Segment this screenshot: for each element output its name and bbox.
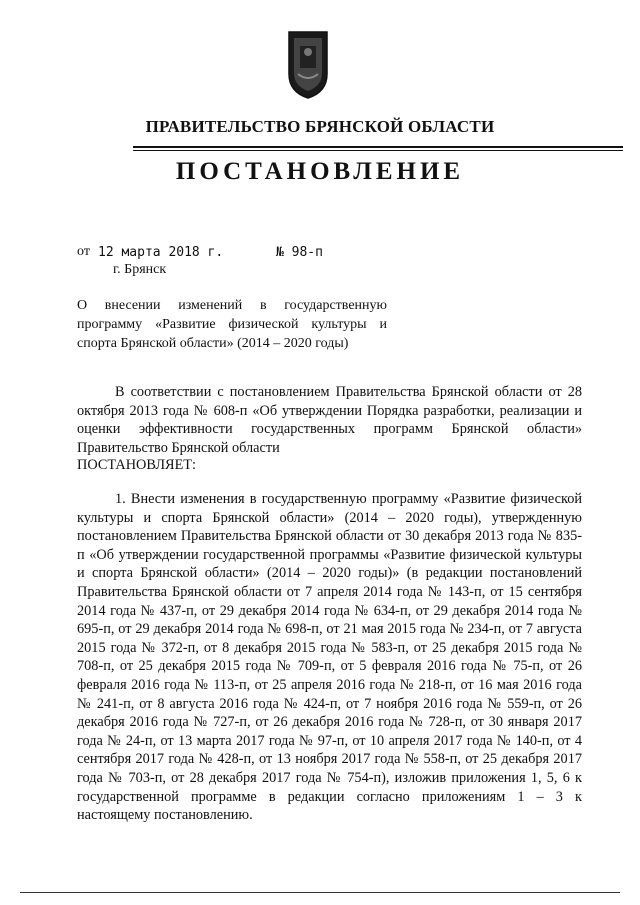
document-date: 12 марта 2018 г. — [98, 245, 224, 260]
preamble-paragraph: В соответствии с постановлением Правительства Брянской области от 28 октября 2013 года № 608-п «Об утверждении Порядка разработки, реализации и оценки эффективности государственных программ Брянской области» Правительство Брянской области — [77, 384, 582, 456]
document-city: г. Брянск — [113, 262, 167, 277]
coat-of-arms-emblem — [286, 30, 330, 100]
header-rule-thick — [133, 146, 623, 148]
document-number: № 98-п — [276, 245, 323, 260]
date-prefix: от — [77, 244, 90, 259]
document-subject: О внесении изменений в государственную программу «Развитие физической культуры и спорта Брянской области» (2014 – 2020 годы) — [77, 298, 387, 351]
document-type-title: ПОСТАНОВЛЕНИЕ — [175, 158, 465, 185]
item-1-paragraph: 1. Внести изменения в государственную программу «Развитие физической культуры и спорта Брянской области» (2014 – 2020 годы), утвержденную постановлением Правительства Брянской области от 30 декабря 2013 года № 835-п «Об утверждении государственной программы «Развитие физической культуры и спорта Брянской области» (2014 – 2020 годы)» (в редакции постановлений Правительства Брянской области от 7 апреля 2014 года № 143-п, от 15 сентября 2014 года № 437-п, от 29 декабря 2014 года № 634-п, от 29 декабря 2014 года № 695-п, от 29 декабря 2014 года № 698-п, от 21 мая 2015 года № 234-п, от 7 августа 2015 года № 372-п, от 8 декабря 2015 года № 583-п, от 25 декабря 2015 года № 708-п, от 25 декабря 2015 года № 709-п, от 5 февраля 2016 года № 75-п, от 26 февраля 2016 года № 113-п, от 25 апреля 2016 года № 218-п, от 16 мая 2016 года № 241-п, от 8 августа 2016 года № 424-п, от 7 ноября 2016 года № 559-п, от 26 декабря 2016 года № 727-п, от 26 декабря 2016 года № 728-п, от 30 января 2017 года № 24-п, от 13 марта 2017 года № 97-п, от 10 апреля 2017 года № 140-п, от 4 сентября 2017 года № 428-п, от 13 ноября 2017 года № 558-п, от 25 декабря 2017 года № 703-п, от 28 декабря 2017 года № 754-п), изложив приложения 1, 5, 6 к государственной программе в редакции согласно приложениям 1 – 3 к настоящему постановлению. — [77, 491, 582, 824]
bottom-divider — [20, 892, 620, 893]
decree-word: ПОСТАНОВЛЯЕТ: — [77, 457, 197, 473]
header-rule-thin — [133, 150, 623, 151]
government-title: ПРАВИТЕЛЬСТВО БРЯНСКОЙ ОБЛАСТИ — [145, 117, 495, 136]
